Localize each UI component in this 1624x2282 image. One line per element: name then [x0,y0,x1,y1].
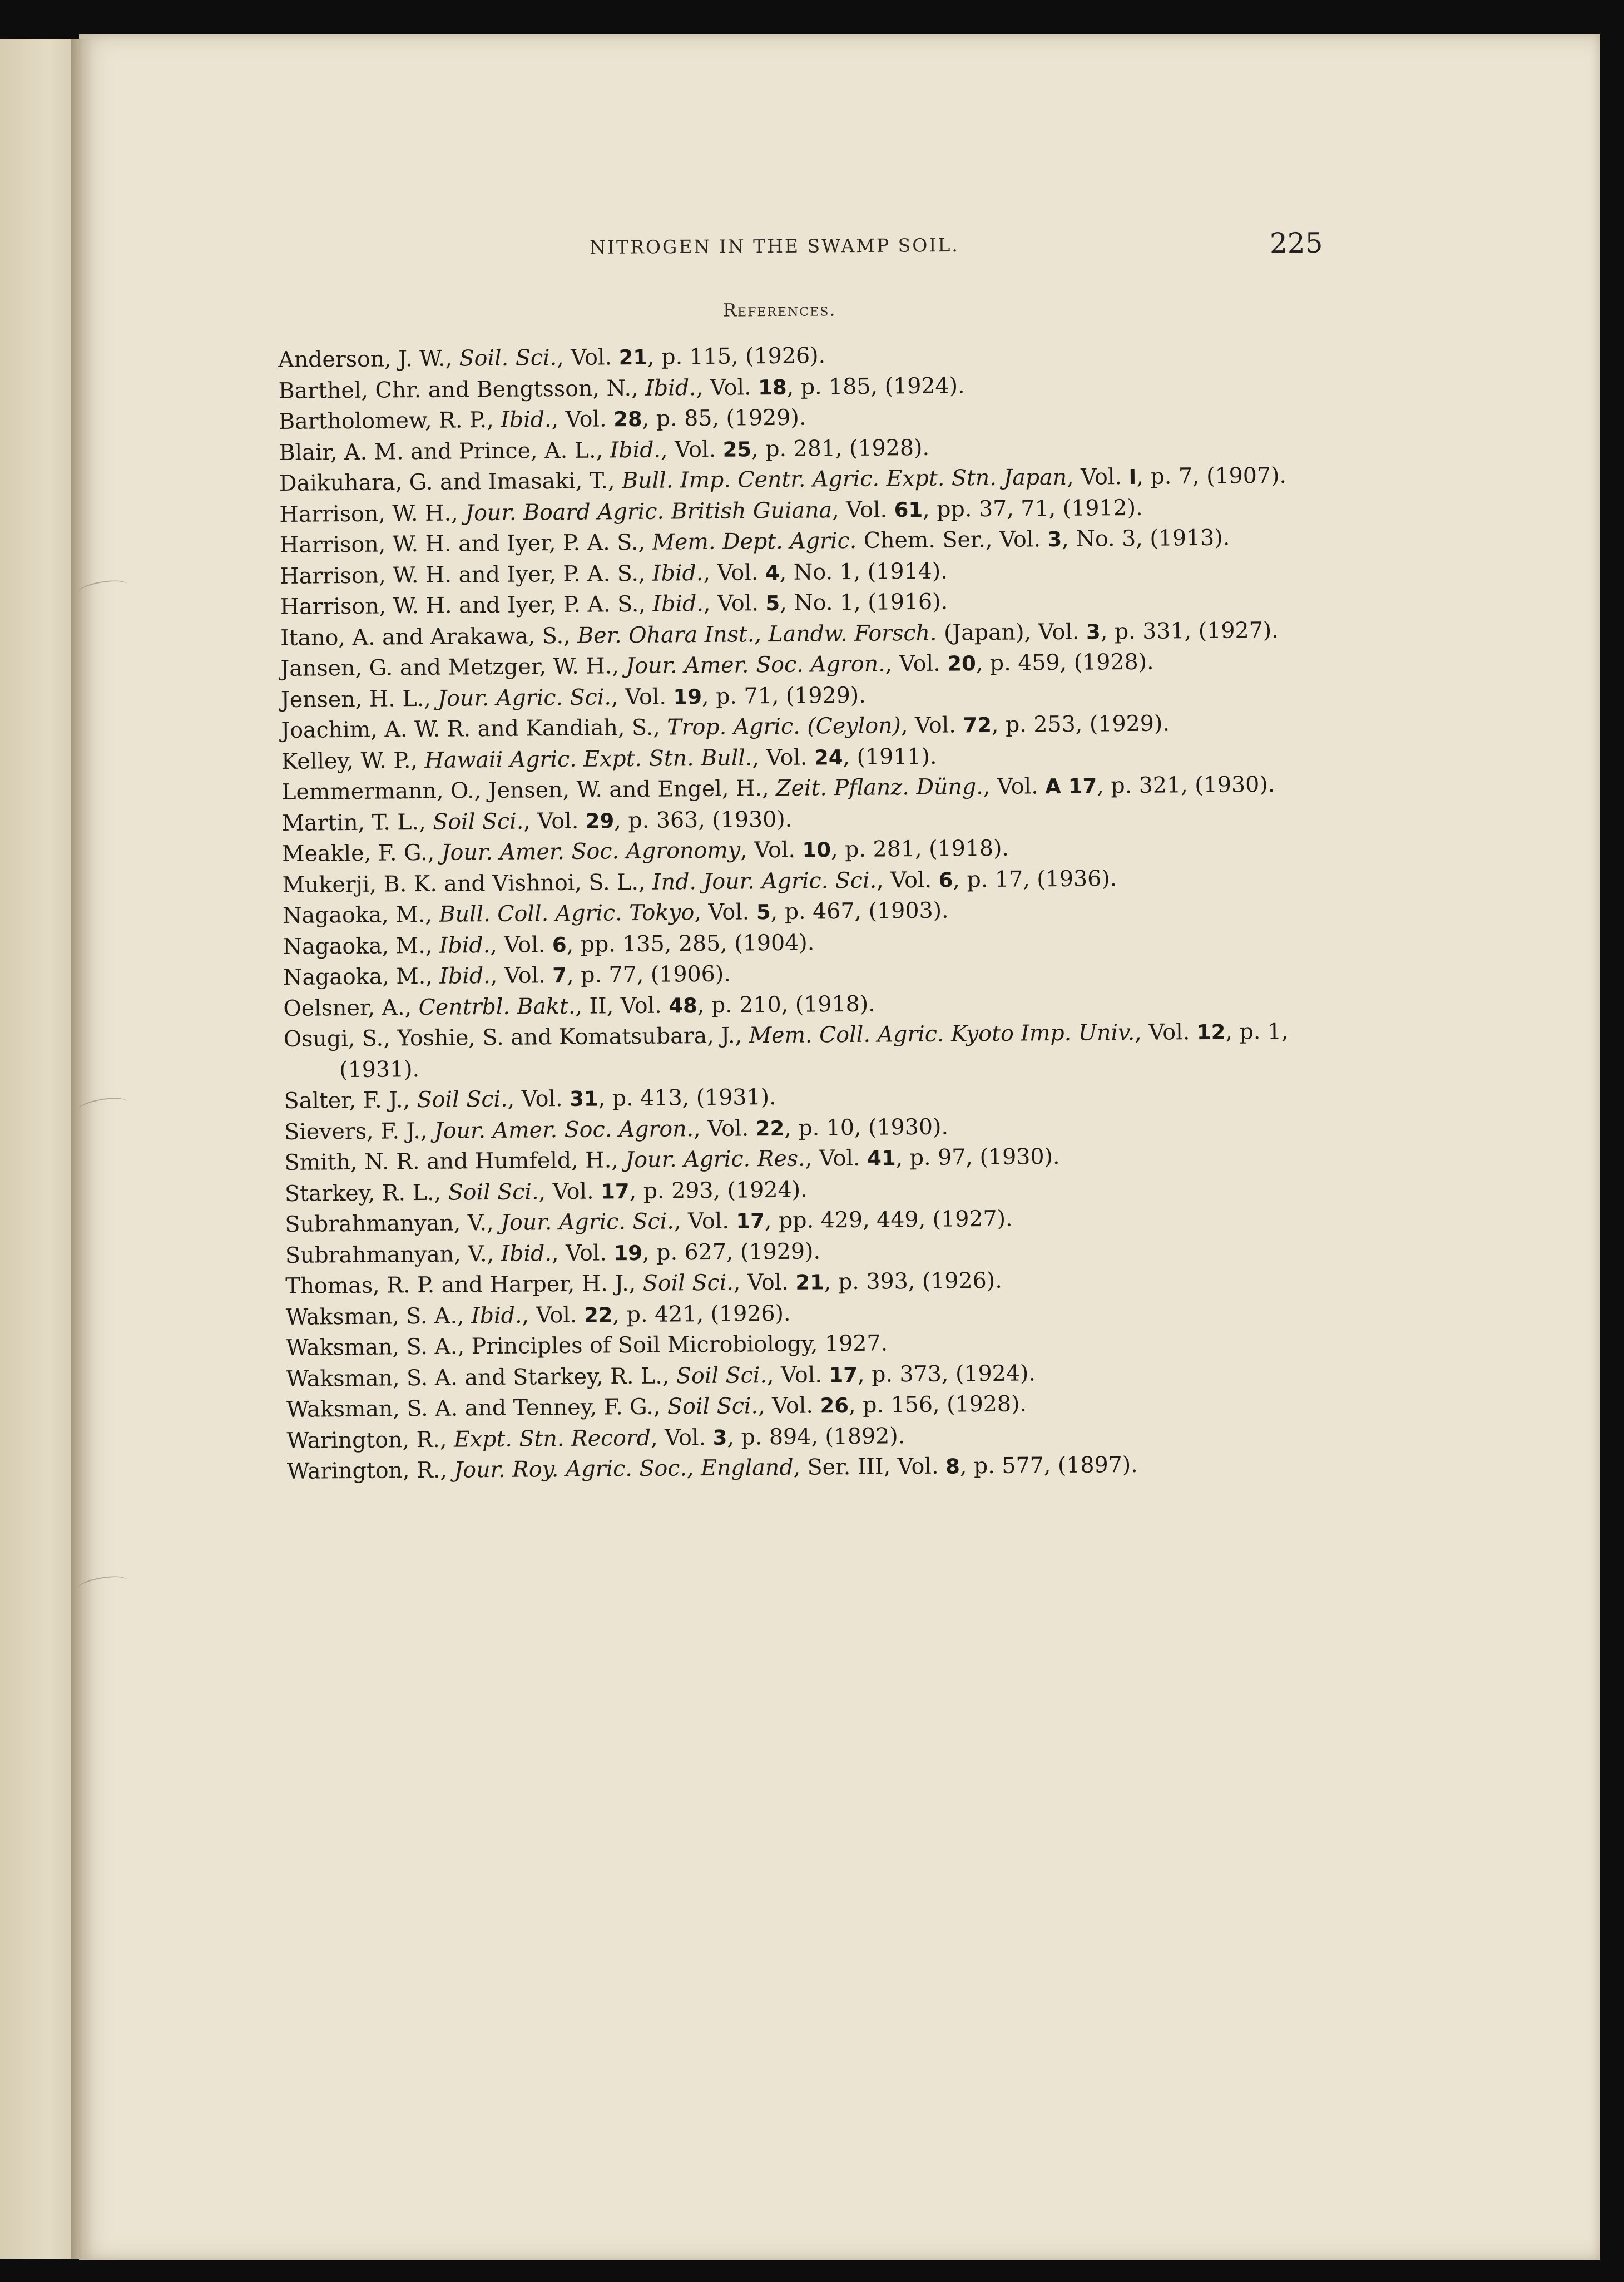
reference-journal: Jour. Roy. Agric. Soc., England [454,1454,794,1483]
reference-volume: 17 [829,1362,858,1387]
reference-authors: Harrison, W. H., [279,500,466,527]
reference-volume-label: , Vol. [1066,463,1129,490]
reference-volume-label: , Vol. [876,867,939,893]
reference-volume-label: , Vol. [538,1178,601,1204]
reference-list [278,337,1344,1487]
reference-journal: Jour. Amer. Soc. Agron. [434,1115,694,1144]
reference-authors: Jensen, H. L., [280,685,438,713]
reference-journal: Jour. Board Agric. British Guiana [465,497,833,526]
reference-journal: Jour. Amer. Soc. Agron. [626,651,885,679]
reference-authors: Smith, N. R. and Humfeld, H., [284,1147,626,1175]
reference-authors: Anderson, J. W., [278,345,459,373]
reference-journal: Ibid. [610,437,661,463]
reference-volume: 20 [947,651,976,676]
reference-authors: Starkey, R. L., [284,1179,448,1207]
reference-pages-year: , p. 97, (1930). [895,1144,1060,1171]
reference-pages-year: , p. 281, (1928). [751,434,930,462]
reference-authors: Martin, T. L., [281,809,433,836]
reference-volume-label: , Ser. III, Vol. [793,1453,946,1480]
reference-volume-label: , Vol. [1135,1019,1197,1045]
reference-volume: 48 [669,993,697,1018]
reference-pages-year: , p. 115, (1926). [647,343,826,370]
reference-authors: Joachim, A. W. R. and Kandiah, S., [281,714,667,743]
reference-volume-label: , Vol. [490,962,553,989]
reference-volume-label: , Vol. [694,1115,756,1142]
reference-volume: 3 [712,1425,727,1450]
reference-pages-year: , p. 321, (1930). [1097,771,1275,799]
reference-authors: Oelsner, A., [283,994,419,1021]
reference-volume-label: (Japan), Vol. [937,619,1087,646]
reference-pages-year: , p. 293, (1924). [629,1177,808,1204]
reference-authors: Lemmermann, O., Jensen, W. and Engel, H., [281,775,776,805]
reference-volume: 4 [765,560,780,585]
reference-volume-label: , Vol. [556,344,619,371]
reference-authors: Subrahmanyan, V., [285,1209,501,1237]
reference-volume: 18 [758,375,787,399]
reference-journal: Ibid. [652,560,704,586]
reference-pages-year: , p. 577, (1897). [959,1451,1138,1479]
reference-authors: Jansen, G. and Metzger, W. H., [280,653,626,681]
reference-volume-label: , Vol. [900,712,963,739]
page-number: 225 [1269,226,1323,260]
reference-pages-year: , p. 627, (1929). [642,1238,821,1266]
reference-volume-label: , Vol. [522,1302,585,1328]
reference-pages-year: , No. 3, (1913). [1062,525,1230,552]
reference-pages-year: , pp. 429, 449, (1927). [764,1206,1013,1234]
reference-authors: Harrison, W. H. and Iyer, P. A. S., [280,591,653,620]
reference-journal: Mem. Coll. Agric. Kyoto Imp. Univ. [749,1019,1135,1049]
reference-volume: 22 [583,1302,613,1327]
reference-volume-label: , Vol. [490,931,553,958]
reference-journal: Soil Sci. [676,1362,768,1389]
reference-authors: Kelley, W. P., [281,747,425,774]
reference-authors: Salter, F. J., [284,1087,417,1114]
reference-pages-year: , p. 1, (1931). [339,1018,1289,1083]
reference-pages-year: , p. 85, (1929). [642,404,806,432]
reference-volume: 41 [867,1146,896,1170]
reference-volume-label: , Vol. [752,744,815,770]
reference-pages-year: , p. 71, (1929). [701,682,866,709]
reference-journal: Expt. Stn. Record [453,1425,651,1453]
reference-volume: 12 [1196,1020,1226,1045]
reference-authors: Blair, A. M. and Prince, A. L., [279,437,610,466]
reference-pages-year: , p. 156, (1928). [848,1391,1027,1418]
reference-pages-year: , p. 413, (1931). [598,1084,776,1112]
reference-journal: Soil Sci. [417,1086,508,1113]
reference-journal: Ibid. [501,407,552,433]
reference-volume-label: , Vol. [551,1239,614,1266]
reference-pages-year: , (1911). [843,743,937,770]
reference-volume-label: Chem. Ser., Vol. [856,526,1048,554]
reference-volume: 8 [945,1454,960,1479]
reference-authors: Mukerji, B. K. and Vishnoi, S. L., [282,869,653,898]
reference-journal: Ind. Jour. Agric. Sci. [652,867,877,895]
reference-volume: 21 [618,345,648,370]
reference-volume: 22 [755,1116,785,1140]
reference-authors: Warington, R., [286,1426,454,1454]
reference-journal: Soil. Sci. [459,345,557,372]
reference-entry [284,1016,1341,1086]
reference-journal: Soil Sci. [642,1270,734,1296]
reference-volume: 3 [1086,619,1101,644]
reference-journal: Hawaii Agric. Expt. Stn. Bull. [424,744,752,773]
reference-journal: Jour. Agric. Sci. [438,684,612,712]
reference-volume: I [1128,465,1137,489]
reference-pages-year: , p. 459, (1928). [976,649,1154,676]
reference-authors: Sievers, F. J., [284,1118,435,1145]
reference-pages-year: , p. 894, (1892). [727,1422,905,1450]
reference-volume: 6 [552,932,567,957]
reference-pages-year: , p. 7, (1907). [1136,462,1287,490]
reference-journal: Bull. Coll. Agric. Tokyo [439,900,695,927]
reference-journal: Centrbl. Bakt. [418,993,576,1020]
reference-volume-label: , Vol. [650,1424,713,1451]
reference-volume: 29 [585,808,615,833]
reference-pages-year: , p. 77, (1906). [566,961,731,988]
reference-volume: 5 [756,900,771,925]
reference-pages-year: , p. 253, (1929). [991,710,1170,738]
reference-authors: Thomas, R. P. and Harper, H. J., [285,1270,643,1299]
binding-gutter [71,39,93,2259]
reference-volume-label: , Vol. [674,1208,736,1234]
reference-volume: 3 [1047,527,1062,552]
reference-journal: Ber. Ohara Inst., Landw. Forsch. [577,620,937,649]
reference-authors: Bartholomew, R. P., [278,407,501,434]
reference-volume-label: , Vol. [757,1392,820,1419]
reference-journal: Soil Sci. [433,808,524,835]
reference-authors: Nagaoka, M., [283,963,440,990]
reference-volume-label: , Vol. [703,590,766,617]
reference-pages-year: , pp. 37, 71, (1912). [922,495,1143,522]
reference-volume: 21 [795,1270,825,1295]
reference-journal: Ibid. [439,963,491,989]
reference-pages-year: , p. 373, (1924). [857,1360,1036,1387]
reference-volume: 5 [765,591,780,616]
reference-volume-label: , Vol. [766,1361,829,1388]
reference-volume-label: , Vol. [885,650,948,677]
reference-volume: 19 [673,684,702,709]
reference-authors: Subrahmanyan, V., [285,1241,501,1268]
reference-volume-label: , Vol. [551,406,614,433]
reference-volume-label: , Vol. [611,683,674,710]
reference-volume-label: , Vol. [507,1085,570,1112]
reference-journal: Ibid. [645,374,696,401]
reference-journal: Ibid. [652,591,704,617]
reference-volume: 19 [613,1241,643,1265]
reference-journal: Soil Sci. [667,1393,759,1420]
reference-volume: 28 [613,407,642,432]
running-head: NITROGEN IN THE SWAMP SOIL. [590,234,959,258]
reference-journal: Zeit. Pflanz. Düng. [775,774,983,801]
reference-pages-year: , No. 1, (1916). [779,589,948,616]
reference-authors: Warington, R., [286,1457,454,1484]
reference-volume: 72 [963,713,992,738]
reference-pages-year: , p. 331, (1927). [1100,617,1279,644]
reference-volume: 24 [814,745,843,769]
reference-pages-year: , p. 421, (1926). [612,1300,791,1327]
reference-pages-year: , p. 393, (1926). [824,1267,1002,1295]
reference-authors: Barthel, Chr. and Bengtsson, N., [278,375,646,404]
reference-authors: Itano, A. and Arakawa, S., [280,623,578,651]
reference-authors: Waksman, S. A. and Starkey, R. L., [286,1362,677,1392]
reference-volume: 17 [601,1179,630,1203]
reference-volume-label: , Vol. [983,773,1046,800]
reference-volume: 61 [894,497,923,522]
reference-pages-year: , p. 210, (1918). [697,991,875,1018]
reference-volume-label: , Vol. [694,899,757,926]
reference-volume: 10 [802,838,831,862]
reference-volume-label: , Vol. [523,808,586,834]
reference-journal: Ibid. [439,932,491,959]
reference-pages-year: , p. 467, (1903). [770,897,949,925]
reference-authors: Nagaoka, M., [283,932,440,960]
reference-volume-label: , II, Vol. [575,992,669,1019]
reference-pages-year: , p. 363, (1930). [614,806,793,833]
reference-volume-label: , Vol. [703,559,766,586]
reference-volume-label: , Vol. [660,436,723,463]
reference-journal: Jour. Agric. Sci. [501,1208,675,1236]
reference-authors: Waksman, S. A., [285,1302,472,1330]
reference-volume: 7 [552,963,567,988]
reference-pages-year: , p. 185, (1924). [786,372,965,400]
reference-authors: Daikuhara, G. and Imasaki, T., [279,468,622,496]
reference-authors: Harrison, W. H. and Iyer, P. A. S., [279,529,652,558]
reference-volume-label: , Vol. [805,1145,868,1172]
reference-volume-label: , Vol. [831,496,894,523]
reference-pages-year: , No. 1, (1914). [779,558,948,585]
reference-authors: Waksman, S. A. and Tenney, F. G., [286,1394,668,1422]
reference-journal: Bull. Imp. Centr. Agric. Expt. Stn. Japan [621,464,1067,494]
reference-pages-year: , p. 10, (1930). [784,1114,949,1141]
reference-authors: Waksman, S. A., Principles of Soil Microbiology, 1927. [285,1330,888,1361]
reference-journal: Ibid. [471,1302,522,1328]
reference-journal: Trop. Agric. (Ceylon) [667,713,902,740]
reference-pages-year: , pp. 135, 285, (1904). [566,929,815,957]
reference-authors: Osugi, S., Yoshie, S. and Komatsubara, J., [283,1023,749,1052]
reference-volume: 6 [938,868,953,892]
reference-journal: Ibid. [501,1240,552,1267]
reference-volume: A 17 [1045,774,1097,799]
reference-pages-year: , p. 281, (1918). [830,835,1009,863]
reference-volume: 25 [722,437,752,462]
reference-authors: Nagaoka, M., [282,901,439,928]
reference-authors: Meakle, F. G., [282,839,442,867]
reference-journal: Jour. Amer. Soc. Agronomy [441,837,741,866]
reference-authors: Harrison, W. H. and Iyer, P. A. S., [280,560,653,589]
reference-pages-year: , p. 17, (1936). [953,865,1117,892]
reference-journal: Soil Sci. [448,1178,539,1206]
reference-volume: 26 [820,1394,849,1418]
reference-journal: Jour. Agric. Res. [625,1145,805,1173]
reference-journal: Mem. Dept. Agric. [652,527,857,555]
reference-volume: 31 [570,1086,598,1111]
reference-volume-label: , Vol. [733,1269,796,1296]
reference-volume-label: , Vol. [740,837,803,863]
section-title: References. [722,299,836,321]
reference-volume-label: , Vol. [696,374,759,401]
reference-volume: 17 [736,1209,765,1233]
